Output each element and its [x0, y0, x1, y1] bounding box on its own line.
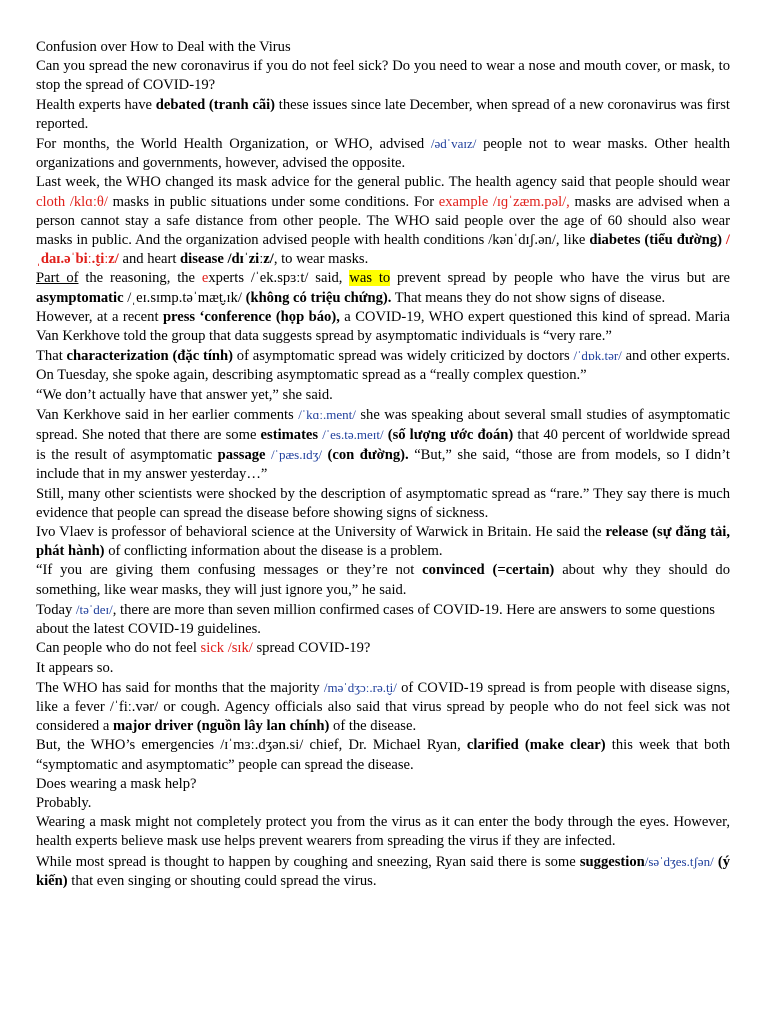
text-run: or cough. Agency officials also said that virus spread by people who do not feel sick was not considered a	[36, 698, 730, 735]
text-run: these issues since late December, when spread of a new coronavirus was first reported.	[36, 96, 730, 132]
vocab-example: example /ɪɡˈzæm.pəl/,	[438, 193, 570, 210]
ipa-asymptomatic: /ˌeɪ.sɪmp.təˈmæt̬.ɪk/	[127, 289, 242, 306]
paragraph-characterization	[36, 346, 730, 385]
text-run: and other experts. On Tuesday, she spoke again, describing asymptomatic spread as a “really complex question.”	[36, 348, 730, 384]
ipa-fever: /ˈfiː.vər/	[109, 698, 159, 715]
text-run: Health experts have	[36, 96, 156, 113]
ipa-experts: /ˈek.spɜːt/	[250, 270, 309, 287]
paragraph-question-mask: Does wearing a mask help?	[36, 775, 197, 792]
vocab-diabetes: diabetes (tiểu đường)	[589, 232, 722, 249]
ipa-passage: /ˈpæs.ɪdʒ/	[271, 447, 322, 463]
vocab-characterization: characterization (đặc tính)	[66, 348, 233, 365]
text-run: Van Kerkhove said in her earlier comments	[36, 406, 299, 423]
paragraph-today	[36, 600, 730, 639]
vocab-sick: sick /sɪk/	[200, 640, 253, 657]
vocab-press-conference: press ‘conference (họp báo),	[162, 308, 340, 325]
paragraph-estimates	[36, 405, 730, 485]
vocab-disease: disease	[180, 251, 224, 268]
ipa-doctors: /ˈdɒk.tər/	[573, 348, 622, 364]
paragraph-convinced	[36, 561, 730, 599]
text-run: said,	[308, 270, 350, 287]
underlined-part-of: Part of	[36, 270, 79, 287]
text-run: this week that both “symptomatic and asymptomatic” people can spread the disease.	[36, 737, 730, 773]
highlight-was-to: was to	[349, 270, 391, 287]
vocab-cloth: cloth /klɑːθ/	[36, 193, 108, 210]
paragraph-appears-so: It appears so.	[36, 659, 114, 676]
text-run: “But,” she said, “those are from models, so I didn’t include that in my answer yesterday…”	[36, 447, 730, 483]
text-run: The WHO has said for months that the majority	[36, 679, 324, 696]
vocab-estimates: estimates	[260, 427, 319, 444]
text-run: the reasoning, the	[78, 270, 202, 287]
vocab-release: release (sự đăng tải, phát hành)	[36, 524, 730, 560]
text-run: of COVID-19 spread is from people with disease signs, like a fever	[36, 679, 730, 715]
text-run: Ivo Vlaev is professor of behavioral science at the University of Warwick in Britain. He said the	[36, 524, 606, 541]
text-run: But, the WHO’s emergencies	[36, 737, 221, 754]
text-run: , like	[555, 232, 590, 249]
text-run: “If you are giving them confusing messages or they’re not	[36, 562, 423, 579]
text-run: However, at a recent	[36, 308, 163, 325]
text-run: masks in public situations under some conditions. For	[107, 193, 439, 210]
text-run: and heart	[118, 251, 181, 268]
text-run: chief, Dr. Michael Ryan,	[303, 737, 467, 754]
text-run: about why they should do something, like wear masks, they will just ignore you,” he said.	[36, 562, 730, 598]
gloss-estimates: (số lượng ước đoán)	[387, 427, 514, 444]
text-run: That	[36, 348, 67, 365]
text-run: Last week, the WHO changed its mask advice for the general public. The health agency said that people should wear	[36, 174, 730, 191]
paragraph-mask-protect: Wearing a mask might not completely protect you from the virus as it can enter the body through the eyes. However, health experts believe mask use helps prevent wearers from spreading the virus if they are infected.	[36, 814, 730, 850]
ipa-majority: /məˈdʒɔː.rə.t̬i/	[323, 679, 397, 695]
vocab-clarified: clarified (make clear)	[466, 737, 606, 754]
text-run: people not to wear masks. Other health organizations and governments, however, advised the opposite.	[36, 136, 730, 172]
text-run: While most spread is thought to happen by coughing and sneezing, Ryan said there is some	[36, 853, 580, 870]
paragraph-clarified	[36, 736, 730, 774]
text-run: That means they do not show signs of disease.	[391, 289, 666, 306]
ipa-diabetes: /ˌdaɪ.əˈbiː.t̬iːz/	[36, 232, 730, 268]
text-run: masks are advised when a person cannot stay a safe distance from other people. The WHO said people over the age of 60 should also wear masks in public. And the organization advised people with health conditions	[36, 193, 731, 249]
text-run: xperts	[208, 270, 251, 287]
text-run: she was speaking about several small studies of asymptomatic spread. She noted that there are some	[36, 406, 730, 444]
text-run: For months, the World Health Organization, or WHO, advised	[36, 136, 431, 153]
vocab-major-driver: major driver (nguồn lây lan chính)	[113, 718, 330, 735]
paragraph-reasoning	[36, 269, 730, 307]
text-run: that even singing or shouting could spread the virus.	[67, 872, 377, 889]
gloss-passage: (con đường).	[327, 447, 409, 464]
text-run: prevent spread by people who have the virus but are	[390, 270, 730, 287]
paragraph-quote-answer: “We don’t actually have that answer yet,” she said.	[36, 386, 333, 403]
vocab-suggestion: suggestion	[579, 853, 645, 870]
text-run: Can people who do not feel	[36, 640, 201, 657]
ipa-today: /təˈdeɪ/	[75, 601, 113, 617]
paragraph-majority	[36, 678, 730, 737]
red-letter: e	[201, 270, 209, 287]
paragraph-scientists-shocked: Still, many other scientists were shocked by the description of asymptomatic spread as “rare.” They say there is much evidence that people can spread the disease before showing signs of sickness.	[36, 485, 730, 521]
text-run: spread COVID-19?	[252, 640, 371, 657]
ipa-comments: /ˈkɑː.ment/	[298, 406, 356, 422]
text-run: a COVID-19, WHO expert questioned this kind of spread. Maria Van Kerkhove told the group that data suggests spread by asymptomatic individuals is “very rare.”	[36, 308, 730, 345]
text-run: , to wear masks.	[273, 251, 369, 268]
vocab-debated: debated (tranh cãi)	[155, 96, 276, 113]
paragraph-who-advised	[36, 134, 730, 173]
paragraph-mask-advice	[36, 173, 730, 269]
ipa-conditions: /kənˈdɪʃ.ən/	[488, 232, 556, 249]
text-run: of conflicting information about the disease is a problem.	[104, 543, 443, 560]
document-title: Confusion over How to Deal with the Virus	[36, 39, 291, 55]
paragraph-release	[36, 523, 730, 561]
ipa-suggestion: /səˈdʒes.tʃən/	[644, 853, 714, 869]
ipa-estimates: /ˈes.tə.meɪt/	[322, 427, 384, 443]
gloss-asymptomatic: (không có triệu chứng).	[245, 289, 392, 306]
text-run: Today	[36, 601, 76, 618]
paragraph-debated	[36, 96, 730, 134]
vocab-passage: passage	[217, 447, 266, 464]
paragraph-question-sick	[36, 639, 730, 658]
text-run: of asymptomatic spread was widely criticized by doctors	[233, 348, 574, 365]
text-run: , there are more than seven million confirmed cases of COVID-19. Here are answers to some questions about the latest COVID-19 guidelines.	[36, 601, 715, 638]
vocab-convinced: convinced (=certain)	[422, 562, 555, 579]
ipa-disease: /dɪˈziːz/	[227, 251, 274, 268]
ipa-emergencies: /ɪˈmɜː.dʒən.si/	[220, 737, 304, 754]
paragraph-intro: Can you spread the new coronavirus if you do not feel sick? Do you need to wear a nose and mouth cover, or mask, to stop the spread of COVID-19?	[36, 58, 730, 94]
ipa-advised: /ədˈvaɪz/	[430, 136, 477, 152]
paragraph-suggestion	[36, 852, 730, 891]
paragraph-probably: Probably.	[36, 794, 92, 811]
paragraph-press-conference	[36, 308, 730, 346]
text-run: that 40 percent of worldwide spread is the result of asymptomatic	[36, 427, 730, 464]
vocab-asymptomatic: asymptomatic	[36, 289, 124, 306]
gloss-suggestion: (ý kiến)	[36, 853, 730, 889]
text-run: of the disease.	[329, 718, 417, 735]
